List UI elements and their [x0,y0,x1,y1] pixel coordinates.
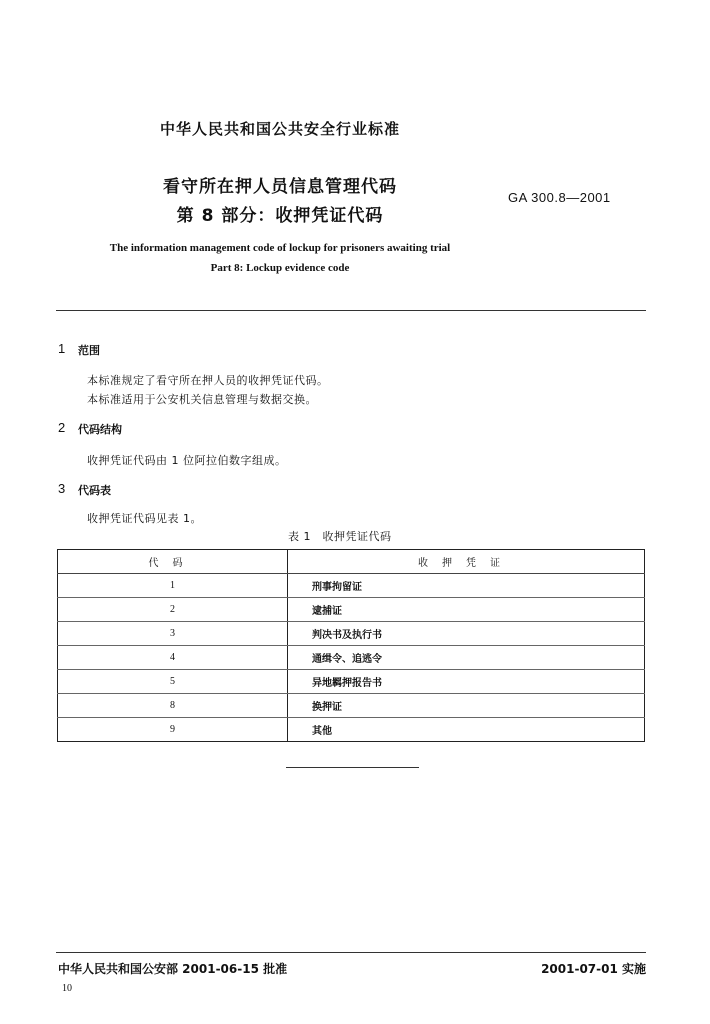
cell-code: 4 [58,646,288,670]
table-row [58,694,645,718]
table-row [58,622,645,646]
cell-name: 换押证 [288,694,645,718]
table-caption: 表 1 收押凭证代码 [288,530,392,543]
section-number: 2 [58,420,66,435]
cell-code: 8 [58,694,288,718]
section-heading: 代码结构 [78,423,122,436]
column-header-code: 代码 [58,550,288,574]
section-heading: 代码表 [78,484,111,497]
cell-name: 异地羁押报告书 [288,670,645,694]
cell-name: 判决书及执行书 [288,622,645,646]
document-title: 看守所在押人员信息管理代码 [163,177,397,197]
paragraph: 收押凭证代码见表 1。 [87,512,202,525]
table-row [58,574,645,598]
section-heading: 范围 [78,344,100,357]
cell-name: 通缉令、追逃令 [288,646,645,670]
footer-divider [56,952,646,953]
cell-name: 刑事拘留证 [288,574,645,598]
cell-code: 5 [58,670,288,694]
table-row [58,598,645,622]
standard-category: 中华人民共和国公共安全行业标准 [159,120,400,138]
english-subtitle: Part 8: Lockup evidence code [210,262,350,274]
standard-code: GA 300.8—2001 [508,190,611,205]
paragraph: 本标准规定了看守所在押人员的收押凭证代码。 [87,374,329,387]
table-row [58,718,645,742]
english-title: The information management code of lockup for prisoners awaiting trial [109,242,451,254]
paragraph: 本标准适用于公安机关信息管理与数据交换。 [87,393,317,406]
end-of-standard-rule [286,767,419,768]
column-header-name: 收押凭证 [288,550,645,574]
approval-line: 中华人民共和国公安部 2001-06-15 批准 [58,962,288,976]
implementation-date: 2001-07-01 实施 [541,962,646,976]
section-number: 1 [58,341,66,356]
page-number: 10 [62,983,72,994]
cell-code: 3 [58,622,288,646]
cell-name: 其他 [288,718,645,742]
cell-code: 2 [58,598,288,622]
header-divider [56,310,646,311]
table-header-row [58,550,645,574]
section-number: 3 [58,481,66,496]
document-subtitle: 第 8 部分：收押凭证代码 [176,206,384,226]
paragraph: 收押凭证代码由 1 位阿拉伯数字组成。 [87,454,287,467]
cell-code: 9 [58,718,288,742]
code-table [57,549,645,742]
cell-name: 逮捕证 [288,598,645,622]
table-row [58,670,645,694]
table-row [58,646,645,670]
cell-code: 1 [58,574,288,598]
